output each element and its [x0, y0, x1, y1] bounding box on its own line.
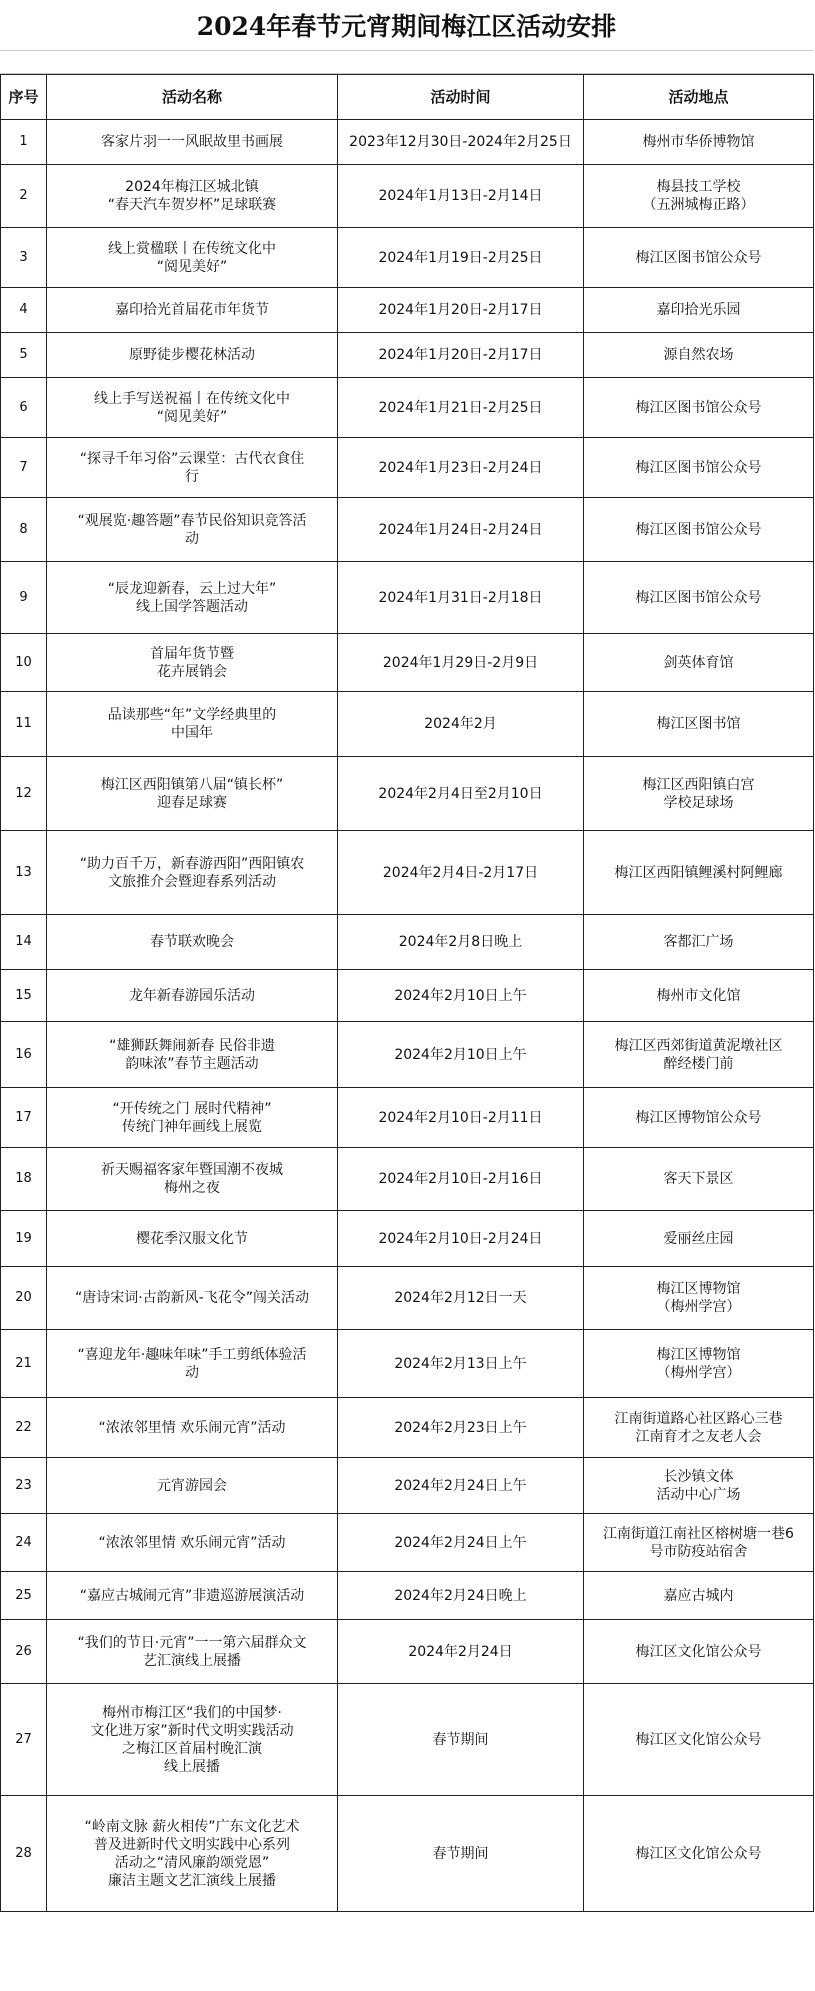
table-row	[1, 1148, 814, 1211]
cell-time: 2024年1月20日-2月17日	[338, 288, 584, 333]
table-row	[1, 1022, 814, 1088]
table-row	[1, 1796, 814, 1912]
cell-name: 首届年货节暨 花卉展销会	[47, 634, 338, 692]
cell-no: 23	[1, 1458, 47, 1514]
table-row	[1, 1398, 814, 1458]
cell-place: 梅江区博物馆 （梅州学宫）	[584, 1267, 814, 1330]
cell-time: 2024年1月24日-2月24日	[338, 498, 584, 562]
cell-place: 梅江区图书馆公众号	[584, 438, 814, 498]
cell-time: 2024年2月10日上午	[338, 970, 584, 1022]
table-row	[1, 1684, 814, 1796]
cell-no: 11	[1, 692, 47, 757]
cell-no: 26	[1, 1620, 47, 1684]
cell-no: 16	[1, 1022, 47, 1088]
cell-time: 2024年1月23日-2月24日	[338, 438, 584, 498]
cell-no: 7	[1, 438, 47, 498]
cell-name: “助力百千万，新春游西阳”西阳镇农 文旅推介会暨迎春系列活动	[47, 831, 338, 915]
cell-no: 15	[1, 970, 47, 1022]
cell-no: 22	[1, 1398, 47, 1458]
cell-time: 2024年1月29日-2月9日	[338, 634, 584, 692]
cell-no: 1	[1, 120, 47, 165]
cell-place: 梅江区图书馆公众号	[584, 228, 814, 288]
cell-no: 25	[1, 1572, 47, 1620]
cell-place: 嘉应古城内	[584, 1572, 814, 1620]
cell-name: 春节联欢晚会	[47, 915, 338, 970]
cell-no: 21	[1, 1330, 47, 1398]
cell-time: 2024年2月24日晚上	[338, 1572, 584, 1620]
cell-name: 嘉印拾光首届花市年货节	[47, 288, 338, 333]
cell-place: 梅江区图书馆公众号	[584, 378, 814, 438]
table-body	[1, 120, 814, 1912]
cell-name: “探寻千年习俗”云课堂：古代衣食住 行	[47, 438, 338, 498]
table-row	[1, 757, 814, 831]
cell-no: 17	[1, 1088, 47, 1148]
cell-place: 长沙镇文体 活动中心广场	[584, 1458, 814, 1514]
cell-time: 2024年2月10日上午	[338, 1022, 584, 1088]
title-spacer	[0, 51, 813, 74]
table-row	[1, 498, 814, 562]
cell-no: 12	[1, 757, 47, 831]
cell-name: 线上赏楹联丨在传统文化中 “阅见美好”	[47, 228, 338, 288]
cell-place: 梅江区西郊街道黄泥墩社区 醉经楼门前	[584, 1022, 814, 1088]
table-row	[1, 1211, 814, 1267]
cell-time: 2024年2月24日上午	[338, 1458, 584, 1514]
cell-place: 梅江区文化馆公众号	[584, 1620, 814, 1684]
cell-place: 梅江区图书馆	[584, 692, 814, 757]
cell-time: 春节期间	[338, 1684, 584, 1796]
cell-time: 2024年2月8日晚上	[338, 915, 584, 970]
cell-name: “浓浓邻里情 欢乐闹元宵”活动	[47, 1514, 338, 1572]
cell-name: “开传统之门 展时代精神” 传统门神年画线上展览	[47, 1088, 338, 1148]
table-row	[1, 1514, 814, 1572]
cell-place: 梅州市华侨博物馆	[584, 120, 814, 165]
cell-place: 梅江区文化馆公众号	[584, 1796, 814, 1912]
cell-no: 4	[1, 288, 47, 333]
header-no: 序号	[1, 75, 47, 120]
cell-place: 剑英体育馆	[584, 634, 814, 692]
schedule-table	[0, 74, 814, 1912]
cell-place: 梅江区图书馆公众号	[584, 562, 814, 634]
cell-time: 2024年1月19日-2月25日	[338, 228, 584, 288]
cell-place: 梅江区图书馆公众号	[584, 498, 814, 562]
cell-time: 2024年2月24日	[338, 1620, 584, 1684]
cell-time: 2024年1月13日-2月14日	[338, 165, 584, 228]
cell-name: 元宵游园会	[47, 1458, 338, 1514]
cell-place: 嘉印拾光乐园	[584, 288, 814, 333]
table-row	[1, 970, 814, 1022]
table-row	[1, 1458, 814, 1514]
header-place: 活动地点	[584, 75, 814, 120]
cell-time: 2024年2月10日-2月24日	[338, 1211, 584, 1267]
cell-name: “唐诗宋词·古韵新风-飞花令”闯关活动	[47, 1267, 338, 1330]
table-row	[1, 288, 814, 333]
cell-place: 江南街道路心社区路心三巷 江南育才之友老人会	[584, 1398, 814, 1458]
cell-no: 8	[1, 498, 47, 562]
table-row	[1, 915, 814, 970]
table-row	[1, 1620, 814, 1684]
table-row	[1, 634, 814, 692]
cell-place: 梅江区博物馆公众号	[584, 1088, 814, 1148]
cell-name: “岭南文脉 薪火相传”广东文化艺术 普及进新时代文明实践中心系列 活动之“清风廉韵颂党恩” 廉洁主题文艺汇演线上展播	[47, 1796, 338, 1912]
cell-name: “辰龙迎新春，云上过大年” 线上国学答题活动	[47, 562, 338, 634]
cell-place: 梅县技工学校 （五洲城梅正路）	[584, 165, 814, 228]
cell-place: 梅江区文化馆公众号	[584, 1684, 814, 1796]
cell-place: 梅州市文化馆	[584, 970, 814, 1022]
cell-name: 2024年梅江区城北镇 “春天汽车贺岁杯”足球联赛	[47, 165, 338, 228]
cell-name: 线上手写送祝福丨在传统文化中 “阅见美好”	[47, 378, 338, 438]
cell-name: “浓浓邻里情 欢乐闹元宵”活动	[47, 1398, 338, 1458]
cell-no: 14	[1, 915, 47, 970]
cell-no: 5	[1, 333, 47, 378]
table-row	[1, 438, 814, 498]
cell-place: 江南街道江南社区榕树塘一巷6 号市防疫站宿舍	[584, 1514, 814, 1572]
table-row	[1, 562, 814, 634]
table-row	[1, 228, 814, 288]
cell-no: 27	[1, 1684, 47, 1796]
cell-place: 梅江区西阳镇鲤溪村阿鲤廊	[584, 831, 814, 915]
table-row	[1, 1267, 814, 1330]
cell-place: 梅江区博物馆 （梅州学宫）	[584, 1330, 814, 1398]
cell-no: 18	[1, 1148, 47, 1211]
cell-place: 客天下景区	[584, 1148, 814, 1211]
table-row	[1, 378, 814, 438]
cell-no: 3	[1, 228, 47, 288]
cell-no: 19	[1, 1211, 47, 1267]
cell-place: 源自然农场	[584, 333, 814, 378]
header-name: 活动名称	[47, 75, 338, 120]
cell-place: 梅江区西阳镇白宫 学校足球场	[584, 757, 814, 831]
cell-time: 2024年2月24日上午	[338, 1514, 584, 1572]
cell-time: 2023年12月30日-2024年2月25日	[338, 120, 584, 165]
cell-name: 客家片羽一一风眠故里书画展	[47, 120, 338, 165]
cell-no: 13	[1, 831, 47, 915]
cell-no: 9	[1, 562, 47, 634]
cell-name: 龙年新春游园乐活动	[47, 970, 338, 1022]
cell-name: 品读那些“年”文学经典里的 中国年	[47, 692, 338, 757]
cell-place: 爱丽丝庄园	[584, 1211, 814, 1267]
table-row	[1, 1330, 814, 1398]
cell-time: 2024年2月	[338, 692, 584, 757]
cell-name: “雄狮跃舞闹新春 民俗非遗 韵味浓”春节主题活动	[47, 1022, 338, 1088]
cell-name: 梅江区西阳镇第八届“镇长杯” 迎春足球赛	[47, 757, 338, 831]
cell-time: 2024年1月31日-2月18日	[338, 562, 584, 634]
table-row	[1, 1572, 814, 1620]
cell-time: 2024年2月13日上午	[338, 1330, 584, 1398]
cell-time: 2024年1月21日-2月25日	[338, 378, 584, 438]
page-title: 2024年春节元宵期间梅江区活动安排	[0, 0, 813, 51]
cell-time: 2024年2月12日一天	[338, 1267, 584, 1330]
cell-time: 2024年2月10日-2月16日	[338, 1148, 584, 1211]
cell-time: 2024年2月23日上午	[338, 1398, 584, 1458]
cell-no: 20	[1, 1267, 47, 1330]
cell-no: 24	[1, 1514, 47, 1572]
cell-no: 28	[1, 1796, 47, 1912]
cell-time: 2024年1月20日-2月17日	[338, 333, 584, 378]
table-row	[1, 165, 814, 228]
cell-name: “观展览·趣答题”春节民俗知识竞答活 动	[47, 498, 338, 562]
cell-name: 梅州市梅江区“我们的中国梦· 文化进万家”新时代文明实践活动 之梅江区首届村晚汇演 线上展播	[47, 1684, 338, 1796]
cell-no: 6	[1, 378, 47, 438]
table-row	[1, 1088, 814, 1148]
cell-time: 2024年2月4日-2月17日	[338, 831, 584, 915]
cell-time: 2024年2月4日至2月10日	[338, 757, 584, 831]
cell-name: 樱花季汉服文化节	[47, 1211, 338, 1267]
cell-name: 祈天赐福客家年暨国潮不夜城 梅州之夜	[47, 1148, 338, 1211]
header-time: 活动时间	[338, 75, 584, 120]
cell-no: 2	[1, 165, 47, 228]
table-row	[1, 120, 814, 165]
cell-name: “喜迎龙年·趣味年味”手工剪纸体验活 动	[47, 1330, 338, 1398]
table-row	[1, 692, 814, 757]
cell-time: 2024年2月10日-2月11日	[338, 1088, 584, 1148]
table-row	[1, 333, 814, 378]
cell-place: 客都汇广场	[584, 915, 814, 970]
cell-no: 10	[1, 634, 47, 692]
table-row	[1, 831, 814, 915]
cell-name: “嘉应古城闹元宵”非遗巡游展演活动	[47, 1572, 338, 1620]
cell-time: 春节期间	[338, 1796, 584, 1912]
table-header-row	[1, 75, 814, 120]
cell-name: “我们的节日·元宵”一一第六届群众文 艺汇演线上展播	[47, 1620, 338, 1684]
cell-name: 原野徒步樱花林活动	[47, 333, 338, 378]
